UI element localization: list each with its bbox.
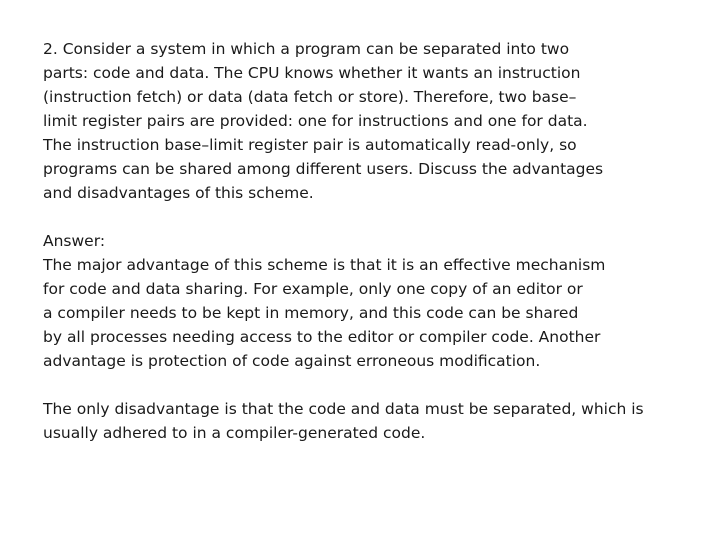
question-line: (instruction fetch) or data (data fetch or store). Therefore, two base– [43, 88, 577, 106]
answer-paragraph [43, 229, 703, 373]
disadvantage-paragraph [43, 397, 703, 445]
question-paragraph [43, 37, 703, 205]
question-line: limit register pairs are provided: one for instructions and one for data. [43, 112, 588, 130]
disadvantage-line: usually adhered to in a compiler-generated code. [43, 424, 426, 442]
answer-line: The major advantage of this scheme is that it is an effective mechanism [43, 256, 606, 274]
disadvantage-line: The only disadvantage is that the code and data must be separated, which is [43, 400, 644, 418]
question-line: The instruction base–limit register pair is automatically read-only, so [43, 136, 577, 154]
answer-heading: Answer: [43, 232, 106, 250]
answer-line: by all processes needing access to the editor or compiler code. Another [43, 328, 601, 346]
question-line: parts: code and data. The CPU knows whether it wants an instruction [43, 64, 581, 82]
question-line: 2. Consider a system in which a program can be separated into two [43, 40, 570, 58]
answer-line: advantage is protection of code against erroneous modification. [43, 352, 541, 370]
question-line: programs can be shared among different users. Discuss the advantages [43, 160, 604, 178]
question-line: and disadvantages of this scheme. [43, 184, 314, 202]
answer-line: a compiler needs to be kept in memory, and this code can be shared [43, 304, 579, 322]
answer-line: for code and data sharing. For example, only one copy of an editor or [43, 280, 583, 298]
